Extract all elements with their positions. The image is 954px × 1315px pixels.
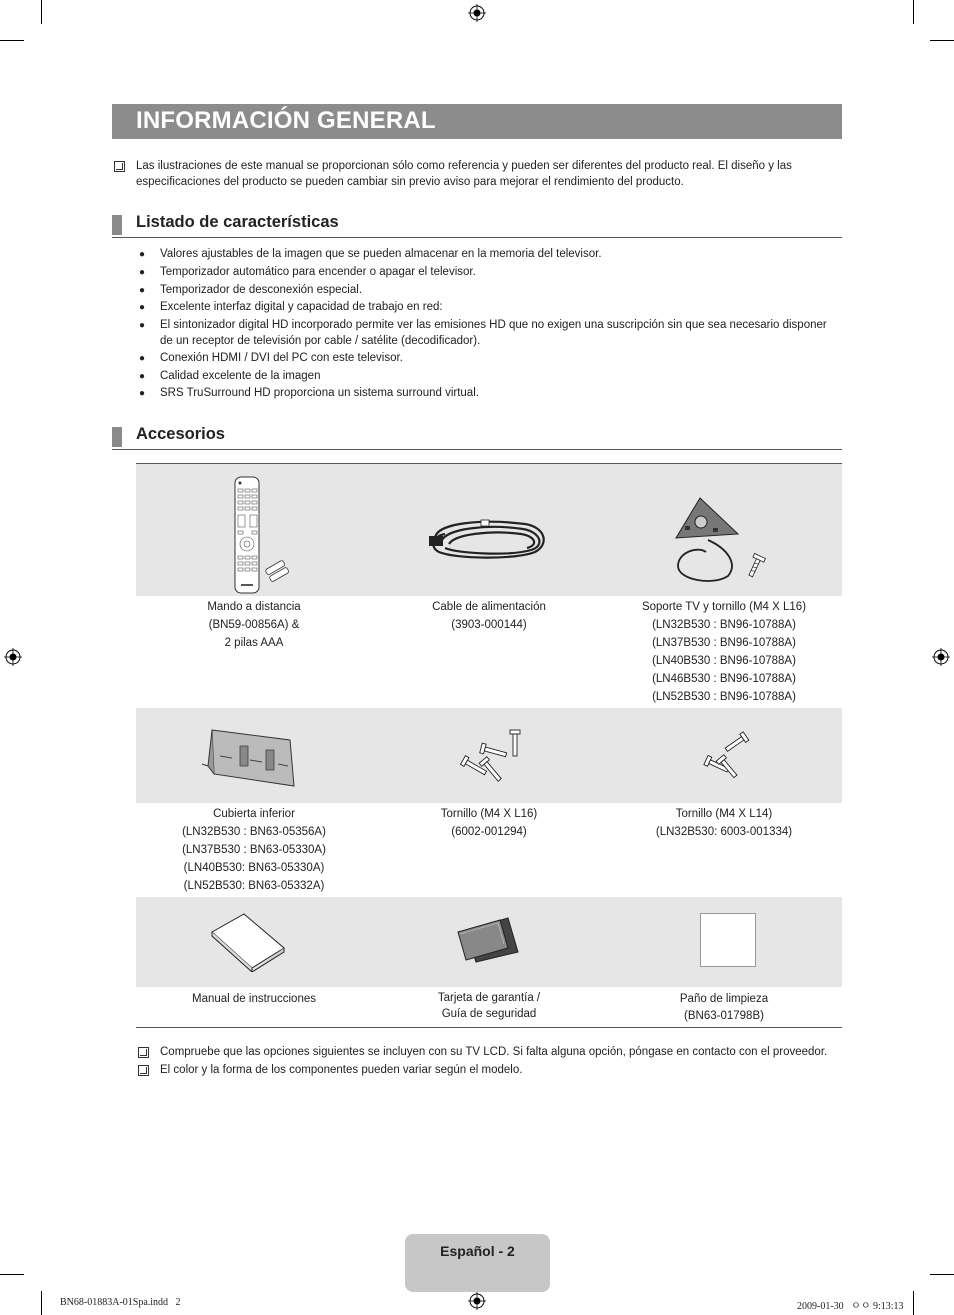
accessory-caption: Soporte TV y tornillo (M4 X L16) (LN32B530 : BN96-10788A) (LN37B530 : BN96-10788A) (LN40B530 : BN96-10788A) (LN46B530 : BN96-10788A) (LN52B530 : BN96-10788A) [641,601,807,703]
feature-item: ● El sintonizador digital HD incorporado permite ver las emisiones HD que no exigen una suscripción sin que sea necesario disponer de un receptor de televisión por cable / satélite (decodificador). [139,319,827,347]
feature-item: ● SRS TruSurround HD proporciona un sistema surround virtual. [160,386,840,402]
screws-m4-l16-icon [455,726,527,784]
note-icon [114,161,125,172]
crop-mark [41,1291,42,1315]
bullet-icon: ● [139,267,146,278]
power-cable-icon [425,514,553,564]
print-timestamp: 2009-01-30 ㅇㅇ 9:13:13 [797,1301,904,1312]
accessory-caption: Cubierta inferior (LN32B530 : BN63-05356A) (LN37B530 : BN63-05330A) (LN40B530: BN63-05330A) (LN52B530: BN63-05332A) [182,808,326,892]
features-heading: Listado de características [136,213,339,231]
bullet-icon: ● [139,249,146,260]
accessory-caption: Tarjeta de garantía / Guía de seguridad [437,992,541,1020]
feature-item: ● Conexión HDMI / DVI del PC con este televisor. [160,351,840,367]
accessories-section-header [112,423,842,450]
accessories-heading: Accesorios [136,425,225,443]
note-icon [138,1065,149,1076]
warranty-card-icon [456,912,522,964]
crop-mark [41,0,42,24]
feature-item: ● Temporizador automático para encender o apagar el televisor. [160,265,840,281]
cover-bottom-icon [200,726,300,792]
bullet-icon: ● [139,302,146,313]
crop-mark [930,40,954,41]
crop-mark [0,1274,24,1275]
registration-mark-icon [468,4,486,22]
crop-mark [930,1274,954,1275]
page-number-tab [405,1234,550,1292]
accessory-caption: Cable de alimentación (3903-000144) [432,601,546,631]
bullet-icon: ● [139,371,146,382]
features-section-header [112,211,842,238]
feature-item: ● Calidad excelente de la imagen [160,369,840,385]
feature-item: ● Temporizador de desconexión especial. [160,283,840,299]
accessory-caption: Manual de instrucciones [191,993,316,1005]
accessory-caption: Paño de limpieza (BN63-01798B) [679,993,769,1022]
feature-item: ● Excelente interfaz digital y capacidad de trabajo en red: [160,300,840,316]
accessory-note: El color y la forma de los componentes pueden variar según el modelo. [160,1064,523,1076]
note-icon [138,1047,149,1058]
page-number: Español - 2 [440,1243,515,1259]
registration-mark-icon [4,648,22,666]
bullet-icon: ● [139,353,146,364]
page-title: INFORMACIÓN GENERAL [136,107,436,134]
bullet-icon: ● [139,320,146,331]
bullet-icon: ● [139,285,146,296]
crop-mark [0,40,24,41]
title-bar [112,104,842,139]
file-name: BN68-01883A-01Spa.indd 2 [60,1297,181,1308]
accessory-note: Compruebe que las opciones siguientes se incluyen con su TV LCD. Si falta alguna opción, póngase en contacto con el proveedor. [160,1046,828,1058]
bullet-icon: ● [139,388,146,399]
screws-m4-l14-icon [700,728,760,784]
tv-holder-screw-icon [668,494,783,586]
accessory-caption: Mando a distancia (BN59-00856A) & 2 pilas AAA [207,601,301,649]
section-marker [112,427,122,447]
table-bottom-rule [136,1027,842,1028]
registration-mark-icon [468,1292,486,1310]
crop-mark [913,1291,914,1315]
accessory-caption: Tornillo (M4 X L14) (LN32B530: 6003-001334) [655,808,793,838]
accessory-caption: Tornillo (M4 X L16) (6002-001294) [440,808,538,838]
crop-mark [913,0,914,24]
section-marker [112,215,122,235]
registration-mark-icon [932,648,950,666]
cleaning-cloth-icon [700,913,756,967]
manual-icon [208,910,288,972]
remote-control-icon [225,474,295,596]
feature-item: ● Valores ajustables de la imagen que se pueden almacenar en la memoria del televisor. [160,247,840,263]
intro-note: Las ilustraciones de este manual se proporcionan sólo como referencia y pueden ser diferentes del producto real. El diseño y las especificaciones del producto se pueden cambiar sin previo aviso para mejorar el rendimiento del producto. [136,160,792,188]
